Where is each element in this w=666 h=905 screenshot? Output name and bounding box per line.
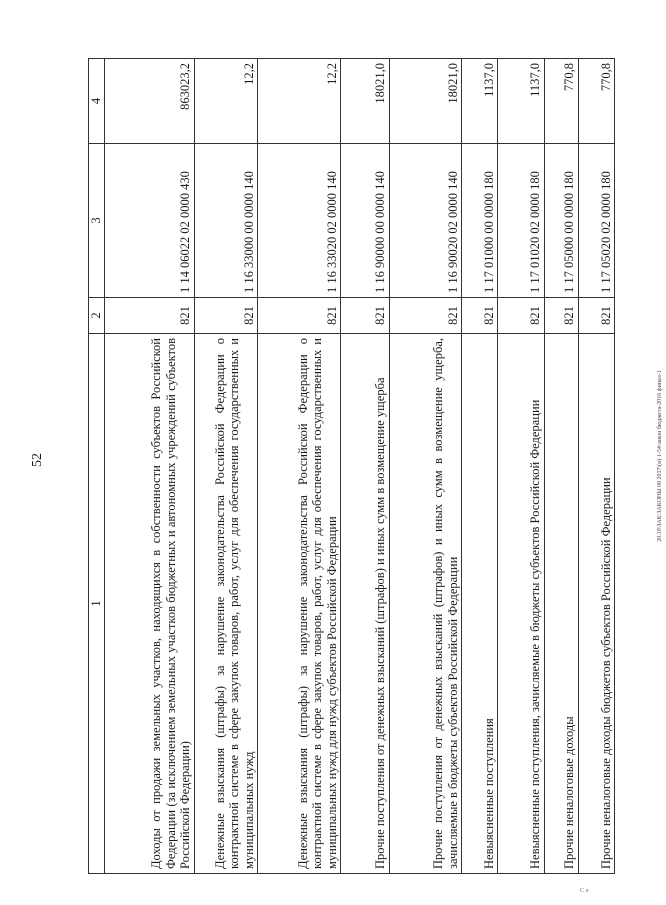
revenue-name: Денежные взыскания (штрафы) за нарушение законодательства Российской Федерации о контрактной системе в сфере закупок товаров, работ, услуг для обеспечения государственных и муниципальных нужд bbox=[194, 334, 258, 874]
amount: 1137,0 bbox=[498, 59, 545, 144]
budget-classification-code: 1 16 90000 00 0000 140 bbox=[341, 144, 390, 298]
table-row bbox=[462, 59, 498, 874]
amount: 18021,0 bbox=[341, 59, 390, 144]
admin-code: 821 bbox=[389, 298, 461, 334]
budget-classification-code: 1 16 33020 02 0000 140 bbox=[258, 144, 341, 298]
admin-code: 821 bbox=[194, 298, 258, 334]
table-row bbox=[258, 59, 341, 874]
admin-code: 821 bbox=[258, 298, 341, 334]
admin-code: 821 bbox=[578, 298, 614, 334]
revenue-name: Прочие неналоговые доходы бюджетов субъектов Российской Федерации bbox=[578, 334, 614, 874]
header-col-1: 1 bbox=[89, 334, 105, 874]
budget-classification-code: 1 17 01020 02 0000 180 bbox=[498, 144, 545, 298]
table-row bbox=[104, 59, 194, 874]
amount: 18021,0 bbox=[389, 59, 461, 144]
admin-code: 821 bbox=[341, 298, 390, 334]
header-row bbox=[89, 59, 105, 874]
header-col-4: 4 bbox=[89, 59, 105, 144]
budget-classification-code: 1 14 06022 02 0000 430 bbox=[104, 144, 194, 298]
amount: 863023,2 bbox=[104, 59, 194, 144]
table-row bbox=[498, 59, 545, 874]
budget-classification-code: 1 17 01000 00 0000 180 bbox=[462, 144, 498, 298]
table-row bbox=[544, 59, 578, 874]
file-path-footer: 20.10\ЗАК\ЗАКОНЫ 08 2017\(н) 1-54\закон бюджета-2016 финал-1 bbox=[657, 370, 663, 542]
page-number: 52 bbox=[30, 453, 45, 467]
budget-classification-code: 1 16 90020 02 0000 140 bbox=[389, 144, 461, 298]
admin-code: 821 bbox=[104, 298, 194, 334]
budget-classification-code: 1 17 05020 02 0000 180 bbox=[578, 144, 614, 298]
amount: 1137,0 bbox=[462, 59, 498, 144]
revenue-name: Прочие поступления от денежных взысканий (штрафов) и иных сумм в возмещение ущерба, зачисляемые в бюджеты субъектов Российской Федерации bbox=[389, 334, 461, 874]
table-row bbox=[389, 59, 461, 874]
admin-code: 821 bbox=[498, 298, 545, 334]
admin-code: 821 bbox=[462, 298, 498, 334]
budget-classification-code: 1 17 05000 00 0000 180 bbox=[544, 144, 578, 298]
budget-classification-code: 1 16 33000 00 0000 140 bbox=[194, 144, 258, 298]
revenue-name: Невыясненные поступления bbox=[462, 334, 498, 874]
corner-mark: С л bbox=[580, 888, 589, 894]
revenue-name: Доходы от продажи земельных участков, находящихся в собственности субъектов Российской Федерации (за исключением земельных участков бюджетных и автономных учреждений субъектов Российской Федерации) bbox=[104, 334, 194, 874]
amount: 12,2 bbox=[258, 59, 341, 144]
amount: 770,8 bbox=[544, 59, 578, 144]
table-row bbox=[194, 59, 258, 874]
revenue-name: Прочие неналоговые доходы bbox=[544, 334, 578, 874]
budget-table-rotated bbox=[88, 59, 615, 874]
revenue-name: Невыясненные поступления, зачисляемые в бюджеты субъектов Российской Федерации bbox=[498, 334, 545, 874]
admin-code: 821 bbox=[544, 298, 578, 334]
header-col-2: 2 bbox=[89, 298, 105, 334]
header-col-3: 3 bbox=[89, 144, 105, 298]
amount: 12,2 bbox=[194, 59, 258, 144]
table-row bbox=[578, 59, 614, 874]
revenue-name: Денежные взыскания (штрафы) за нарушение законодательства Российской Федерации о контрактной системе в сфере закупок товаров, работ, услуг для обеспечения государственных и муниципальных нужд для нужд субъектов Российской Федерации bbox=[258, 334, 341, 874]
amount: 770,8 bbox=[578, 59, 614, 144]
revenue-name: Прочие поступления от денежных взысканий (штрафов) и иных сумм в возмещение ущерба bbox=[341, 334, 390, 874]
table-row bbox=[341, 59, 390, 874]
budget-table bbox=[88, 58, 615, 874]
